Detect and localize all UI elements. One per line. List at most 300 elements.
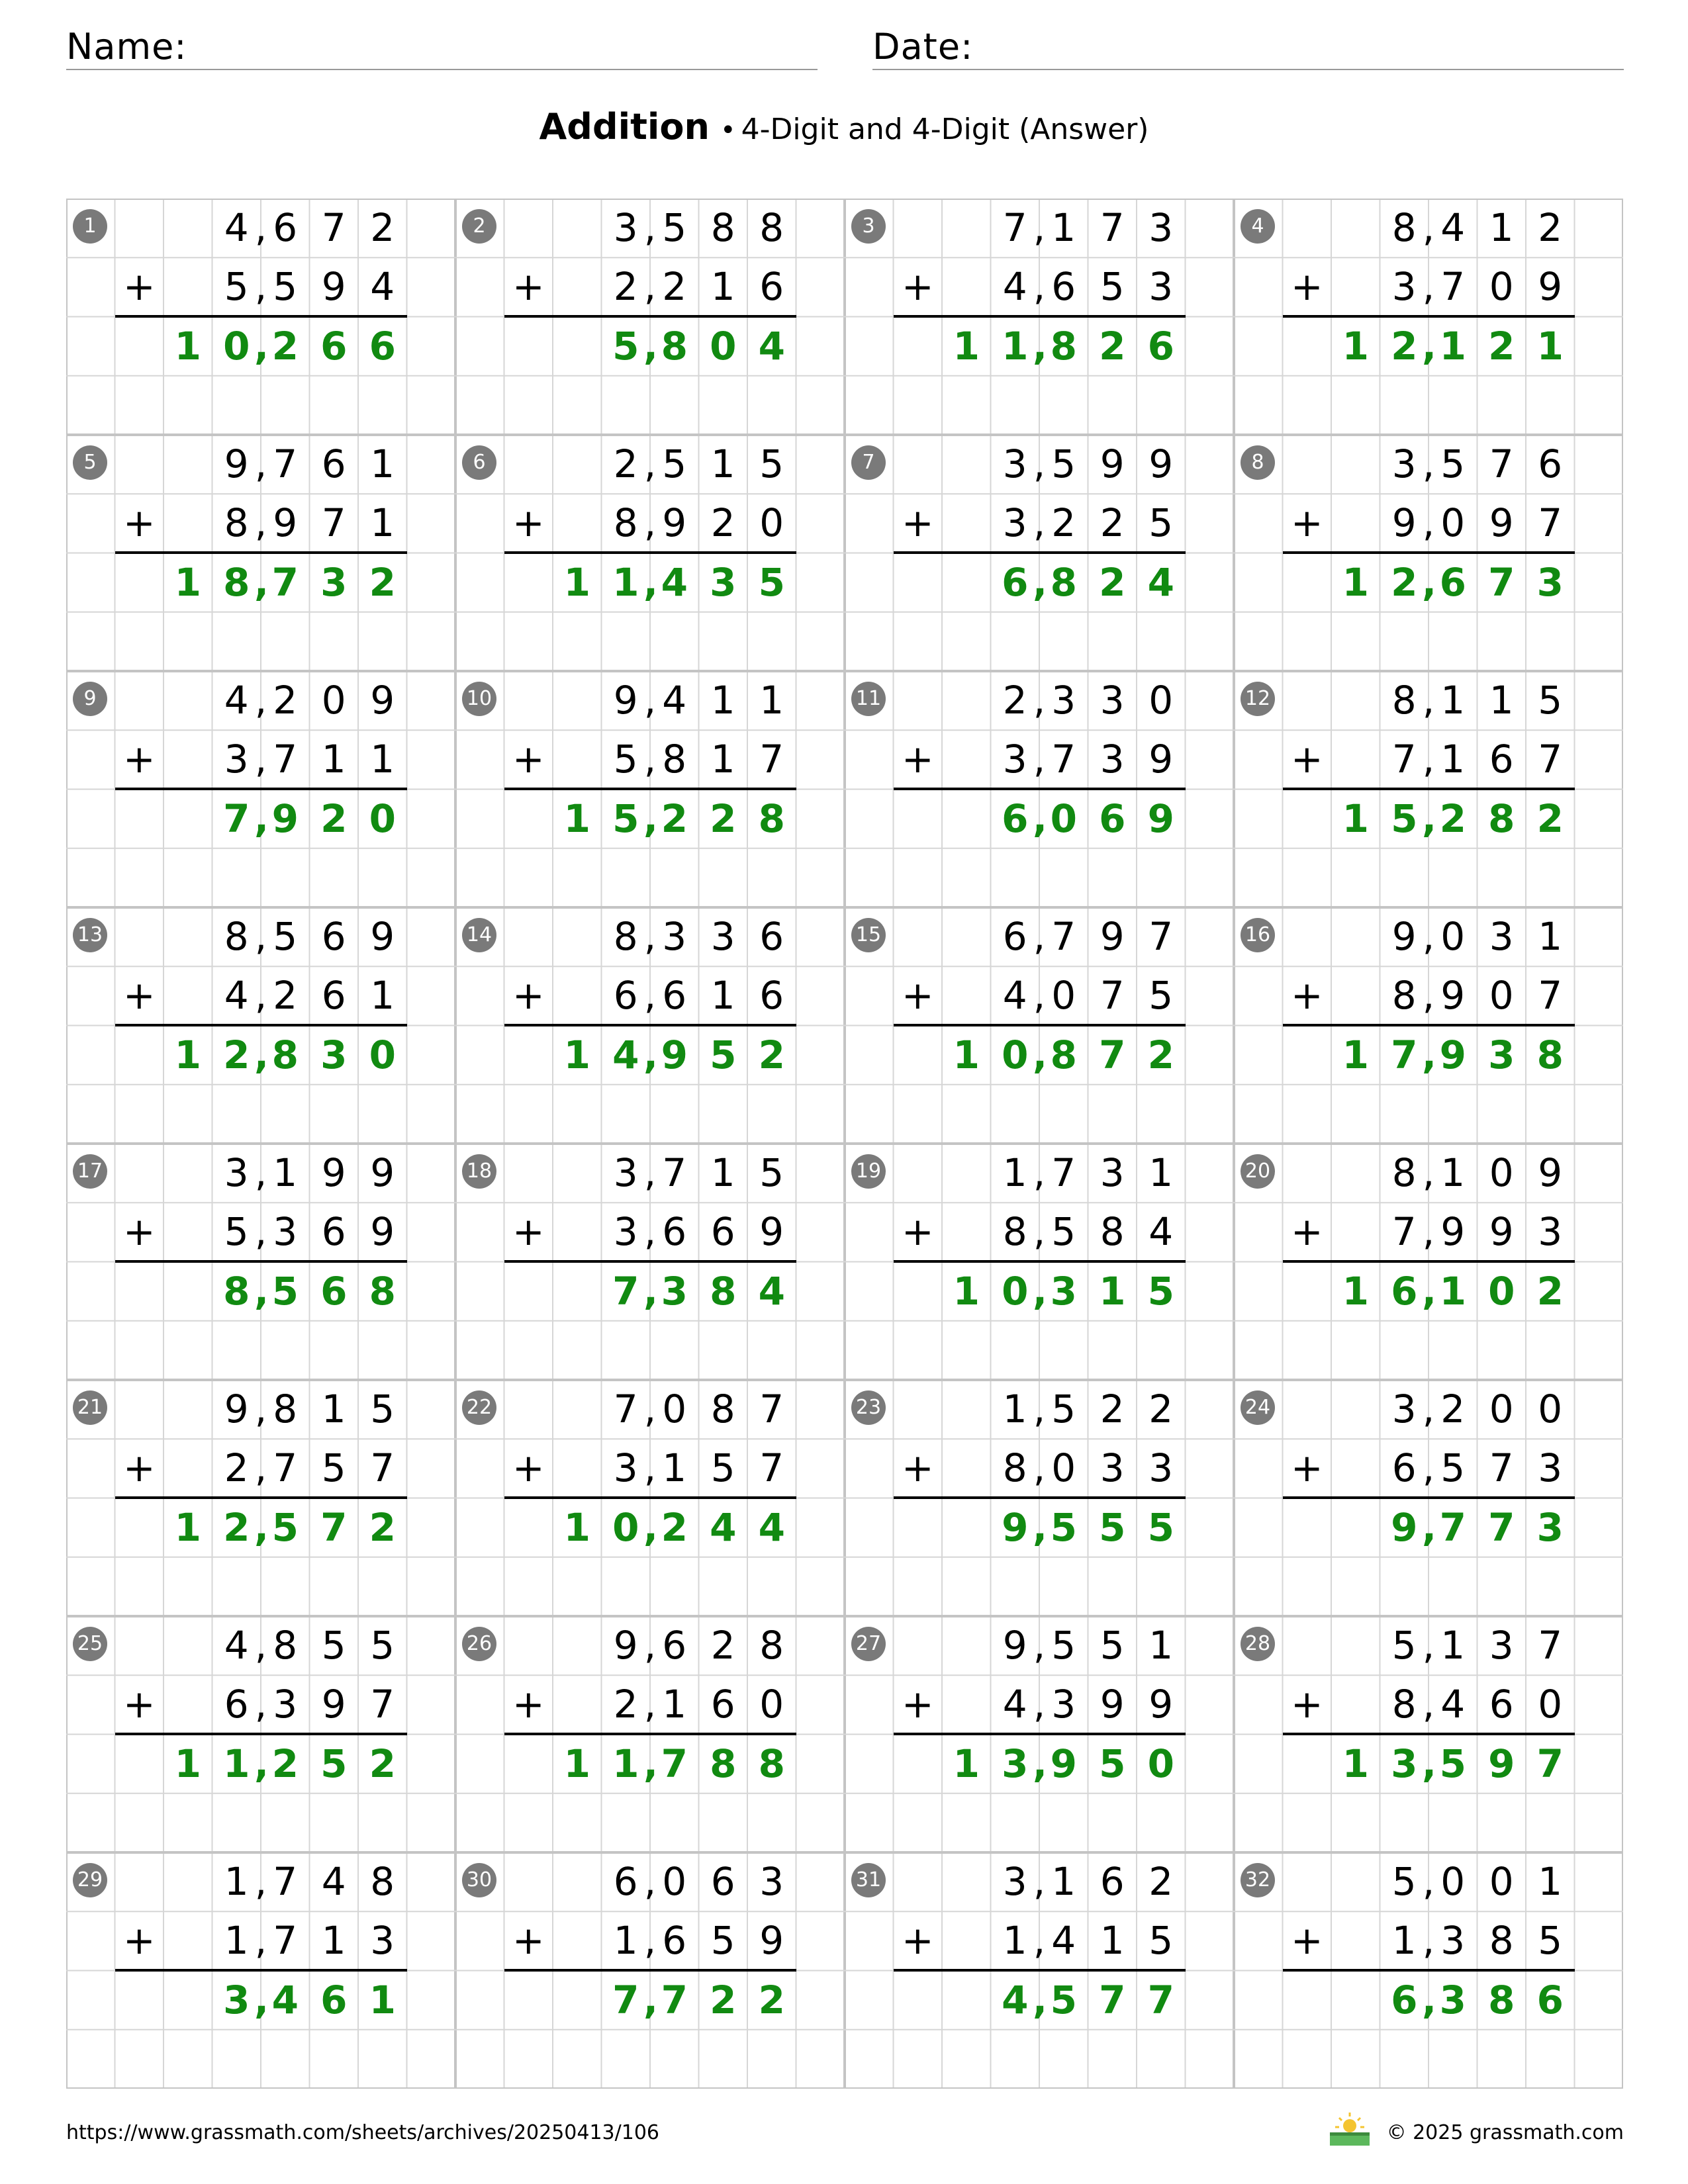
addend-digit: 4 [1440,1682,1466,1727]
answer-digit: 8 [1488,796,1515,841]
addend-bottom [455,1439,845,1498]
addend-digit: 6 [710,1859,735,1904]
addend-digit: 0 [1538,1387,1563,1432]
addend-digit: 7 [1051,914,1076,959]
problem-number-badge: 19 [851,1154,886,1189]
addend-bottom [66,1203,455,1261]
thousands-separator: , [254,500,267,546]
addend-digit: 9 [370,1150,395,1195]
plus-sign: + [1290,737,1323,782]
answer-digit: 0 [223,323,250,369]
answer-digit: 2 [758,1977,785,2023]
plus-sign: + [901,1209,934,1255]
addend-digit: 2 [613,1682,638,1727]
thousands-separator: , [1033,737,1046,782]
addend-digit: 7 [1391,1209,1417,1255]
addend-digit: 7 [1538,1623,1563,1668]
answer-digit: 2 [710,1977,737,2023]
addend-digit: 1 [370,737,395,782]
answer [455,1498,845,1557]
thousands-separator: , [1422,796,1437,841]
answer-digit: 1 [174,559,201,605]
addend-digit: 7 [1002,205,1027,250]
plus-sign: + [122,1682,156,1727]
answer [66,553,455,612]
thousands-separator: , [254,737,267,782]
addend-digit: 3 [1391,441,1417,486]
answer-digit: 1 [223,1741,250,1786]
addend-digit: 9 [1149,1682,1174,1727]
thousands-separator: , [254,1268,269,1314]
answer-digit: 4 [661,559,688,605]
addend-digit: 5 [613,737,638,782]
thousands-separator: , [643,796,659,841]
answer-digit: 5 [758,559,785,605]
answer-digit: 5 [1391,796,1418,841]
addend-digit: 7 [370,1445,395,1491]
answer [1234,317,1623,376]
plus-sign: + [512,1445,545,1491]
problem-23 [845,1380,1234,1616]
problem-14 [455,907,845,1144]
thousands-separator: , [1422,914,1435,959]
answer-digit: 7 [661,1741,688,1786]
problem-27 [845,1616,1234,1852]
thousands-separator: , [643,1209,657,1255]
addend-digit: 2 [370,205,395,250]
answer-digit: 9 [1050,1741,1077,1786]
answer-digit: 8 [1050,559,1077,605]
addend-digit: 4 [662,678,687,723]
answer [66,1026,455,1085]
answer-digit: 0 [1488,1268,1515,1314]
problem-number-badge: 16 [1241,918,1275,952]
addend-top [1234,1144,1623,1203]
addend-digit: 1 [1051,205,1076,250]
answer-digit: 1 [563,1741,590,1786]
answer-digit: 1 [1342,796,1369,841]
addend-digit: 9 [224,441,249,486]
addend-digit: 8 [710,1387,735,1432]
thousands-separator: , [1033,1859,1046,1904]
addend-digit: 1 [759,678,784,723]
answer-digit: 2 [369,559,396,605]
answer-digit: 7 [1488,559,1515,605]
answer-digit: 1 [563,559,590,605]
addend-digit: 0 [1051,1445,1076,1491]
answer-digit: 2 [1439,796,1466,841]
answer [1234,1262,1623,1321]
answer-digit: 6 [1439,559,1466,605]
addend-digit: 7 [273,1918,298,1964]
answer [455,1026,845,1085]
thousands-separator: , [1422,737,1435,782]
addend-digit: 9 [1002,1623,1027,1668]
thousands-separator: , [643,914,657,959]
answer [1234,1026,1623,1085]
problem-number-badge: 17 [73,1154,107,1189]
thousands-separator: , [643,1977,659,2023]
answer-digit: 3 [1391,1741,1418,1786]
problem-number-badge: 32 [1241,1863,1275,1897]
thousands-separator: , [1033,1268,1048,1314]
addend-digit: 7 [1538,500,1563,546]
thousands-separator: , [1422,559,1437,605]
answer [845,1498,1234,1557]
answer-digit: 9 [1002,1504,1029,1550]
addend-digit: 1 [321,1918,346,1964]
answer-digit: 7 [1439,1504,1466,1550]
thousands-separator: , [1033,1623,1046,1668]
addend-digit: 1 [1149,1623,1174,1668]
addend-digit: 1 [710,1150,735,1195]
addend-digit: 8 [1002,1209,1027,1255]
addend-digit: 5 [1149,1918,1174,1964]
addend-digit: 2 [1149,1387,1174,1432]
addend-digit: 5 [662,441,687,486]
addend-digit: 9 [613,1623,638,1668]
answer-digit: 7 [1536,1741,1564,1786]
addend-top [455,1380,845,1439]
addend-digit: 0 [1489,973,1514,1019]
addend-digit: 1 [1489,678,1514,723]
addend-digit: 6 [759,914,784,959]
addend-digit: 3 [1149,205,1174,250]
problem-8 [1234,435,1623,671]
addend-digit: 7 [759,1445,784,1491]
thousands-separator: , [1033,1445,1046,1491]
problem-number-badge: 29 [73,1863,107,1897]
addend-digit: 6 [1051,264,1076,310]
addend-digit: 5 [1100,1623,1125,1668]
answer-digit: 5 [1050,1977,1077,2023]
addend-digit: 9 [1440,1209,1466,1255]
addend-digit: 1 [1440,1150,1466,1195]
addend-digit: 0 [321,678,346,723]
addend-digit: 2 [1538,205,1563,250]
addend-digit: 8 [370,1859,395,1904]
answer-digit: 6 [1391,1977,1418,2023]
addend-bottom [1234,730,1623,789]
addend-digit: 5 [273,264,298,310]
thousands-separator: , [254,205,267,250]
addend-digit: 8 [1100,1209,1125,1255]
thousands-separator: , [1422,205,1435,250]
answer-digit: 2 [1488,323,1515,369]
addend-digit: 5 [1440,441,1466,486]
addend-top [1234,1852,1623,1911]
addend-digit: 1 [710,678,735,723]
addend-digit: 1 [370,500,395,546]
addend-digit: 3 [1002,500,1027,546]
addend-digit: 6 [1538,441,1563,486]
addend-digit: 3 [1051,678,1076,723]
addend-top [845,1144,1234,1203]
plus-sign: + [1290,973,1323,1019]
answer-digit: 1 [1439,1268,1466,1314]
addend-digit: 6 [1489,1682,1514,1727]
answer-digit: 3 [1002,1741,1029,1786]
problem-26 [455,1616,845,1852]
addend-digit: 3 [613,205,638,250]
thousands-separator: , [254,914,267,959]
addend-bottom [1234,494,1623,553]
addend-digit: 7 [1391,737,1417,782]
addend-digit: 6 [321,973,346,1019]
addend-digit: 1 [1051,1859,1076,1904]
addend-digit: 1 [1149,1150,1174,1195]
problem-15 [845,907,1234,1144]
addend-digit: 9 [1440,973,1466,1019]
plus-sign: + [1290,500,1323,546]
addend-digit: 3 [613,1150,638,1195]
addend-digit: 2 [710,500,735,546]
addend-digit: 2 [273,678,298,723]
date-label: Date: [872,26,974,68]
answer [845,1971,1234,2030]
addend-digit: 6 [759,973,784,1019]
addend-digit: 8 [224,914,249,959]
answer-digit: 9 [1488,1741,1515,1786]
answer [66,1971,455,2030]
thousands-separator: , [1422,1859,1435,1904]
addend-digit: 9 [759,1209,784,1255]
addend-digit: 9 [1489,500,1514,546]
answer-digit: 7 [1488,1504,1515,1550]
addend-digit: 1 [1489,205,1514,250]
thousands-separator: , [1033,1741,1048,1786]
thousands-separator: , [254,1387,267,1432]
addend-digit: 7 [1489,441,1514,486]
addend-digit: 5 [1100,264,1125,310]
answer-digit: 8 [369,1268,396,1314]
answer-digit: 1 [1342,1741,1369,1786]
addend-digit: 1 [1100,1918,1125,1964]
thousands-separator: , [1422,1682,1435,1727]
answer [455,1735,845,1794]
thousands-separator: , [254,441,267,486]
addend-digit: 5 [1391,1623,1417,1668]
answer [845,1026,1234,1085]
thousands-separator: , [1033,678,1046,723]
addend-digit: 3 [1002,737,1027,782]
answer [66,1735,455,1794]
addend-digit: 9 [1538,264,1563,310]
problem-29 [66,1852,455,2089]
addend-digit: 5 [370,1387,395,1432]
thousands-separator: , [1033,1682,1046,1727]
addend-digit: 6 [759,264,784,310]
answer-digit: 1 [174,1504,201,1550]
addend-digit: 0 [1149,678,1174,723]
addend-top [455,1144,845,1203]
thousands-separator: , [1033,1977,1048,2023]
addend-top [1234,671,1623,730]
problem-7 [845,435,1234,671]
problem-17 [66,1144,455,1380]
addend-bottom [845,1911,1234,1970]
addend-digit: 8 [273,1387,298,1432]
plus-sign: + [512,737,545,782]
problem-4 [1234,199,1623,435]
problem-number-badge: 8 [1241,445,1275,480]
addend-digit: 2 [710,1623,735,1668]
answer-digit: 2 [1391,559,1418,605]
addend-bottom [1234,966,1623,1025]
answer-digit: 4 [758,323,785,369]
thousands-separator: , [1422,1918,1435,1964]
addend-bottom [455,1203,845,1261]
answer-digit: 9 [1391,1504,1418,1550]
answer-digit: 1 [369,1977,396,2023]
plus-sign: + [512,1209,545,1255]
problem-21 [66,1380,455,1616]
answer-digit: 1 [563,1032,590,1077]
answer-digit: 2 [320,796,348,841]
thousands-separator: , [1033,264,1046,310]
problem-number-badge: 27 [851,1627,886,1661]
problem-16 [1234,907,1623,1144]
addend-digit: 3 [370,1918,395,1964]
addend-digit: 5 [370,1623,395,1668]
problem-10 [455,671,845,907]
addend-digit: 6 [321,441,346,486]
addend-digit: 8 [1391,678,1417,723]
addend-bottom [66,1439,455,1498]
answer-digit: 4 [1002,1977,1029,2023]
answer [845,1262,1234,1321]
addend-digit: 4 [1002,264,1027,310]
addend-digit: 5 [1051,441,1076,486]
answer-digit: 7 [1099,1032,1126,1077]
addend-bottom [845,730,1234,789]
addend-digit: 0 [1489,1150,1514,1195]
addend-top [455,199,845,257]
problem-number-badge: 20 [1241,1154,1275,1189]
answer-digit: 8 [1050,323,1077,369]
answer [845,790,1234,848]
addend-digit: 7 [1149,914,1174,959]
answer-digit: 7 [1147,1977,1174,2023]
addend-digit: 3 [273,1209,298,1255]
answer-digit: 9 [661,1032,688,1077]
thousands-separator: , [1422,973,1435,1019]
addend-digit: 1 [370,441,395,486]
thousands-separator: , [1422,1209,1435,1255]
answer-digit: 2 [661,1504,688,1550]
addend-digit: 2 [613,441,638,486]
answer-digit: 2 [223,1504,250,1550]
date-field[interactable] [872,20,1624,70]
plus-sign: + [1290,1209,1323,1255]
problem-24 [1234,1380,1623,1616]
addend-digit: 9 [1100,1682,1125,1727]
answer-digit: 1 [1342,1032,1369,1077]
answer-digit: 8 [710,1268,737,1314]
answer-digit: 8 [1488,1977,1515,2023]
addend-digit: 6 [321,914,346,959]
answer-digit: 1 [953,1268,980,1314]
addend-digit: 1 [1002,1150,1027,1195]
addend-top [845,199,1234,257]
answer-digit: 8 [661,323,688,369]
addend-top [1234,199,1623,257]
answer-digit: 0 [1050,796,1077,841]
answer [455,1262,845,1321]
answer-digit: 1 [1342,559,1369,605]
addend-digit: 6 [321,1209,346,1255]
addend-digit: 7 [1440,264,1466,310]
addend-digit: 1 [321,1387,346,1432]
thousands-separator: , [643,1859,657,1904]
addend-bottom [1234,1203,1623,1261]
answer-digit: 0 [1002,1268,1029,1314]
addend-digit: 4 [224,1623,249,1668]
addend-top [845,1852,1234,1911]
addend-digit: 5 [759,441,784,486]
addend-digit: 8 [1391,1150,1417,1195]
addend-top [845,907,1234,966]
plus-sign: + [122,500,156,546]
problem-number-badge: 25 [73,1627,107,1661]
addend-digit: 1 [1440,1623,1466,1668]
thousands-separator: , [643,264,657,310]
answer-digit: 6 [1002,796,1029,841]
answer [455,553,845,612]
problem-number-badge: 9 [73,682,107,716]
addend-bottom [1234,1911,1623,1970]
problem-32 [1234,1852,1623,2089]
addend-digit: 4 [224,973,249,1019]
addend-digit: 2 [662,264,687,310]
thousands-separator: , [254,559,269,605]
answer [1234,553,1623,612]
addend-digit: 9 [613,678,638,723]
thousands-separator: , [1033,323,1048,369]
addend-top [455,1852,845,1911]
addend-digit: 7 [321,500,346,546]
answer-digit: 5 [1147,1268,1174,1314]
answer-digit: 4 [758,1268,785,1314]
title-subtitle: 4-Digit and 4-Digit (Answer) [741,113,1149,146]
addend-top [66,199,455,257]
addend-digit: 9 [1489,1209,1514,1255]
addend-digit: 1 [1391,1918,1417,1964]
problem-number-badge: 23 [851,1390,886,1425]
addend-bottom [845,966,1234,1025]
addend-digit: 1 [1538,914,1563,959]
plus-sign: + [901,1918,934,1964]
answer-digit: 5 [1099,1741,1126,1786]
addend-digit: 5 [1051,1387,1076,1432]
problem-25 [66,1616,455,1852]
thousands-separator: , [643,678,657,723]
page-title [0,106,1688,148]
thousands-separator: , [643,205,657,250]
thousands-separator: , [1033,441,1046,486]
thousands-separator: , [1033,559,1048,605]
problem-number-badge: 1 [73,209,107,244]
addend-digit: 8 [1489,1918,1514,1964]
answer [1234,1735,1623,1794]
answer-digit: 6 [320,323,348,369]
answer-digit: 1 [953,1741,980,1786]
addend-digit: 1 [224,1859,249,1904]
addend-digit: 7 [759,1387,784,1432]
addend-digit: 6 [1100,1859,1125,1904]
addend-digit: 7 [1051,737,1076,782]
name-field[interactable] [66,20,818,70]
